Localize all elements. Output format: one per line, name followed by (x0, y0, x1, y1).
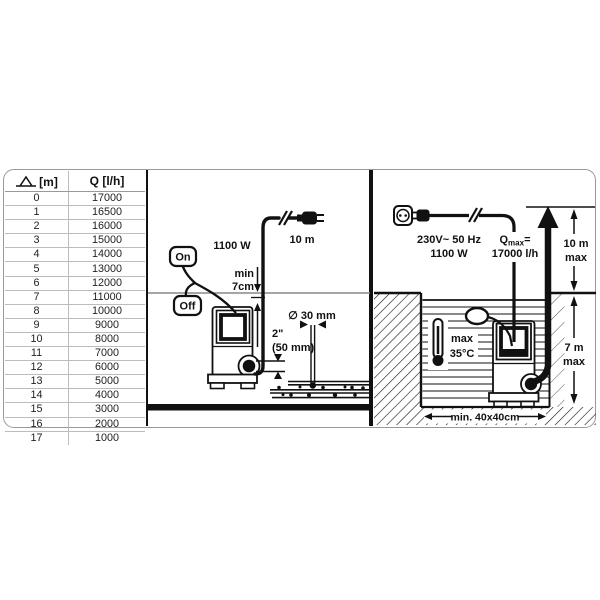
flow-column-header: Q [l/h] (69, 171, 146, 192)
outlet-size-label-2: (50 mm) (272, 342, 315, 354)
table-cell: 9 (5, 318, 69, 332)
submersion-diagram (148, 170, 370, 427)
table-cell: 9000 (69, 318, 146, 332)
table-row (5, 347, 145, 361)
table-cell: 2 (5, 220, 69, 234)
head-label-1: 10 m (563, 238, 589, 250)
table-cell: 17 (5, 431, 69, 445)
table-cell: 16 (5, 417, 69, 431)
float-switch-icon (466, 308, 488, 324)
table-cell: 3000 (69, 403, 146, 417)
table-cell: 7 (5, 290, 69, 304)
table-row (5, 318, 145, 332)
table-row (5, 192, 145, 206)
table-cell: 4 (5, 248, 69, 262)
table-row (5, 304, 145, 318)
pit-size-dimension (424, 410, 546, 424)
voltage-label: 230V~ 50 Hz (417, 234, 481, 246)
table-cell: 15000 (69, 234, 146, 248)
table-cell: 1 (5, 206, 69, 220)
table-cell: 11 (5, 347, 69, 361)
table-row (5, 220, 145, 234)
pit-size-label: min. 40x40cm (450, 411, 520, 424)
table-row (5, 206, 145, 220)
off-badge (174, 296, 201, 315)
head-label-2: max (564, 252, 588, 264)
table-cell: 11000 (69, 290, 146, 304)
plug-icon (297, 212, 324, 225)
qmax-q: Q (499, 234, 509, 246)
table-cell: 14000 (69, 248, 146, 262)
cable-length-label: 10 m (289, 234, 315, 246)
table-body (5, 192, 145, 445)
socket-icon (394, 206, 412, 225)
qmax-eq: = (524, 234, 531, 246)
table-cell: 16000 (69, 220, 146, 234)
table-cell: 3 (5, 234, 69, 248)
float-cable-on (182, 264, 195, 296)
table-row (5, 276, 145, 290)
head-dimension (563, 209, 588, 291)
power-label: 1100 W (430, 248, 468, 260)
table-cell: 4000 (69, 389, 146, 403)
plug-icon (412, 210, 430, 222)
off-label: Off (179, 300, 196, 313)
table-row (5, 389, 145, 403)
qmax-value: 17000 l/h (491, 248, 539, 260)
table-header-row (5, 171, 145, 192)
table-cell: 15 (5, 403, 69, 417)
head-unit-label: [m] (39, 174, 58, 189)
table-cell: 17000 (91, 192, 123, 205)
table-cell: 10 (5, 332, 69, 346)
table-row (5, 290, 145, 304)
grain-size-label: ∅ 30 mm (288, 310, 336, 322)
table-cell: 6000 (69, 361, 146, 375)
pump-performance-table (5, 171, 145, 445)
table-cell: 13000 (69, 262, 146, 276)
table-cell: 16500 (69, 206, 146, 220)
table-cell: 8000 (69, 332, 146, 346)
head-column-header (5, 171, 69, 192)
grain-size-pipe (300, 321, 326, 389)
temp-label-1: max (450, 333, 474, 345)
table-cell: 0 (5, 192, 69, 206)
table-row (5, 234, 145, 248)
table-cell: 14 (5, 389, 69, 403)
installation-diagram (374, 170, 596, 427)
table-cell: 1000 (69, 431, 146, 445)
floor-bar (148, 404, 370, 411)
table-row (5, 248, 145, 262)
table-cell: 6 (5, 276, 69, 290)
depth-dimension (563, 296, 586, 404)
min-depth-label-1: min (234, 268, 254, 280)
table-cell: 5 (5, 262, 69, 276)
qmax-sub: max (508, 238, 525, 248)
table-row (5, 361, 145, 375)
table-row (5, 332, 145, 346)
water-level-icon (15, 174, 37, 188)
pump (208, 307, 260, 389)
table-cell: 10000 (69, 304, 146, 318)
outlet-size-label-1: 2" (272, 328, 284, 340)
table-row (5, 417, 145, 431)
table-cell: 13 (5, 375, 69, 389)
thermometer-icon (433, 319, 444, 366)
flow-arrow-icon (538, 206, 559, 228)
table-cell: 2000 (69, 417, 146, 431)
table-cell: 5000 (69, 375, 146, 389)
depth-label-2: max (562, 356, 586, 368)
power-label: 1100 W (213, 240, 251, 252)
temp-label-2: 35°C (449, 348, 475, 360)
on-label: On (175, 251, 191, 264)
table-row (5, 431, 145, 445)
pit-right-wall (550, 293, 565, 407)
table-cell: 12 (5, 361, 69, 375)
table-row (5, 262, 145, 276)
gravel-dots (277, 386, 365, 398)
pump-outlet (243, 360, 256, 373)
table-cell: 12000 (69, 276, 146, 290)
table-row (5, 375, 145, 389)
min-depth-label-2: 7cm (231, 281, 254, 293)
table-row (5, 403, 145, 417)
on-badge (170, 247, 196, 266)
pit-left-wall (374, 293, 421, 425)
table-cell: 8 (5, 304, 69, 318)
table-cell: 7000 (69, 347, 146, 361)
depth-label-1: 7 m (564, 342, 584, 354)
